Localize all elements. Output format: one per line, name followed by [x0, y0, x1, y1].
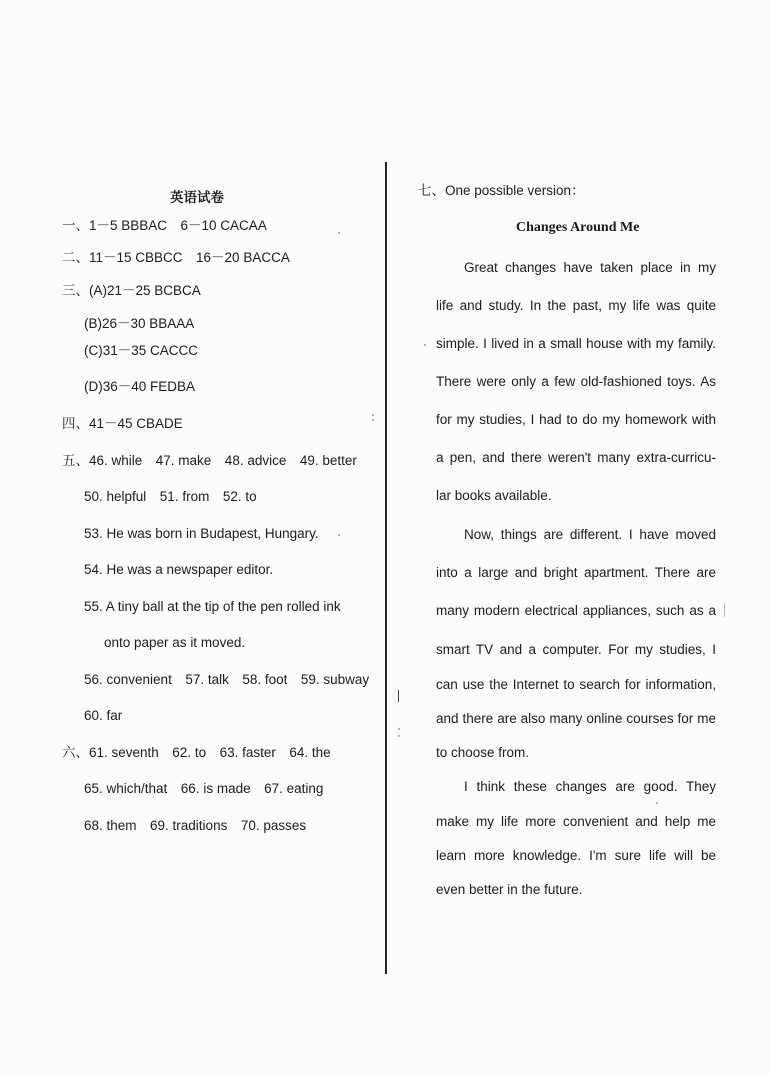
answer-line: 54. He was a newspaper editor.	[84, 562, 274, 577]
answer-line: 68. them 69. traditions 70. passes	[84, 818, 307, 833]
scan-speck	[372, 414, 374, 416]
essay-title: Changes Around Me	[516, 220, 640, 235]
column-divider	[385, 162, 387, 974]
essay-line: many modern electrical appliances, such as a	[436, 603, 716, 618]
scan-mark	[724, 603, 725, 617]
essay-line: even better in the future.	[436, 882, 583, 897]
scan-mark	[398, 690, 399, 702]
answer-line: 50. helpful 51. from 52. to	[84, 489, 257, 504]
answer-line: 五、46. while 47. make 48. advice 49. better	[62, 453, 357, 468]
essay-line: life and study. In the past, my life was quite	[436, 298, 716, 313]
scan-speck	[338, 534, 340, 536]
essay-heading: 七、One possible version：	[418, 183, 585, 198]
essay-line: can use the Internet to search for information,	[436, 677, 716, 692]
essay-line: Great changes have taken place in my	[464, 260, 716, 275]
answer-line: 三、(A)21－25 BCBCA	[62, 283, 201, 298]
scan-speck	[372, 419, 374, 421]
scan-speck	[656, 802, 658, 804]
essay-line: to choose from.	[436, 745, 530, 760]
answer-line: 56. convenient 57. talk 58. foot 59. subway	[84, 672, 370, 687]
essay-line: make my life more convenient and help me	[436, 814, 716, 829]
answer-line: 65. which/that 66. is made 67. eating	[84, 781, 324, 796]
essay-line: There were only a few old-fashioned toys. As	[436, 374, 716, 389]
essay-line: Now, things are different. I have moved	[464, 527, 716, 542]
essay-line: and there are also many online courses for me	[436, 711, 716, 726]
answer-line: (B)26－30 BBAAA	[84, 316, 195, 331]
scan-speck	[398, 728, 400, 730]
answer-line: 60. far	[84, 708, 123, 723]
exam-title: 英语试卷	[170, 190, 224, 206]
scan-speck	[338, 232, 340, 234]
answer-line: 六、61. seventh 62. to 63. faster 64. the	[62, 745, 331, 760]
scan-speck	[424, 344, 426, 346]
answer-line: 二、11－15 CBBCC 16－20 BACCA	[62, 250, 290, 265]
answer-line: 53. He was born in Budapest, Hungary.	[84, 526, 319, 541]
essay-line: smart TV and a computer. For my studies, I	[436, 642, 716, 657]
answer-line: (C)31－35 CACCC	[84, 343, 199, 358]
scan-speck	[398, 735, 400, 737]
essay-line: lar books available.	[436, 488, 552, 503]
answer-line: 四、41－45 CBADE	[62, 416, 183, 431]
essay-line: I think these changes are good. They	[464, 779, 716, 794]
answer-line: (D)36－40 FEDBA	[84, 379, 196, 394]
right-column	[388, 0, 770, 1074]
essay-line: simple. I lived in a small house with my family.	[436, 336, 716, 351]
answer-line: 55. A tiny ball at the tip of the pen rolled ink	[84, 599, 341, 614]
answer-line: onto paper as it moved.	[104, 635, 246, 650]
essay-line: a pen, and there weren't many extra-curricu-	[436, 450, 716, 465]
answer-line: 一、1－5 BBBAC 6－10 CACAA	[62, 218, 267, 233]
essay-line: learn more knowledge. I'm sure life will be	[436, 848, 716, 863]
essay-line: into a large and bright apartment. There are	[436, 565, 716, 580]
essay-line: for my studies, I had to do my homework with	[436, 412, 716, 427]
